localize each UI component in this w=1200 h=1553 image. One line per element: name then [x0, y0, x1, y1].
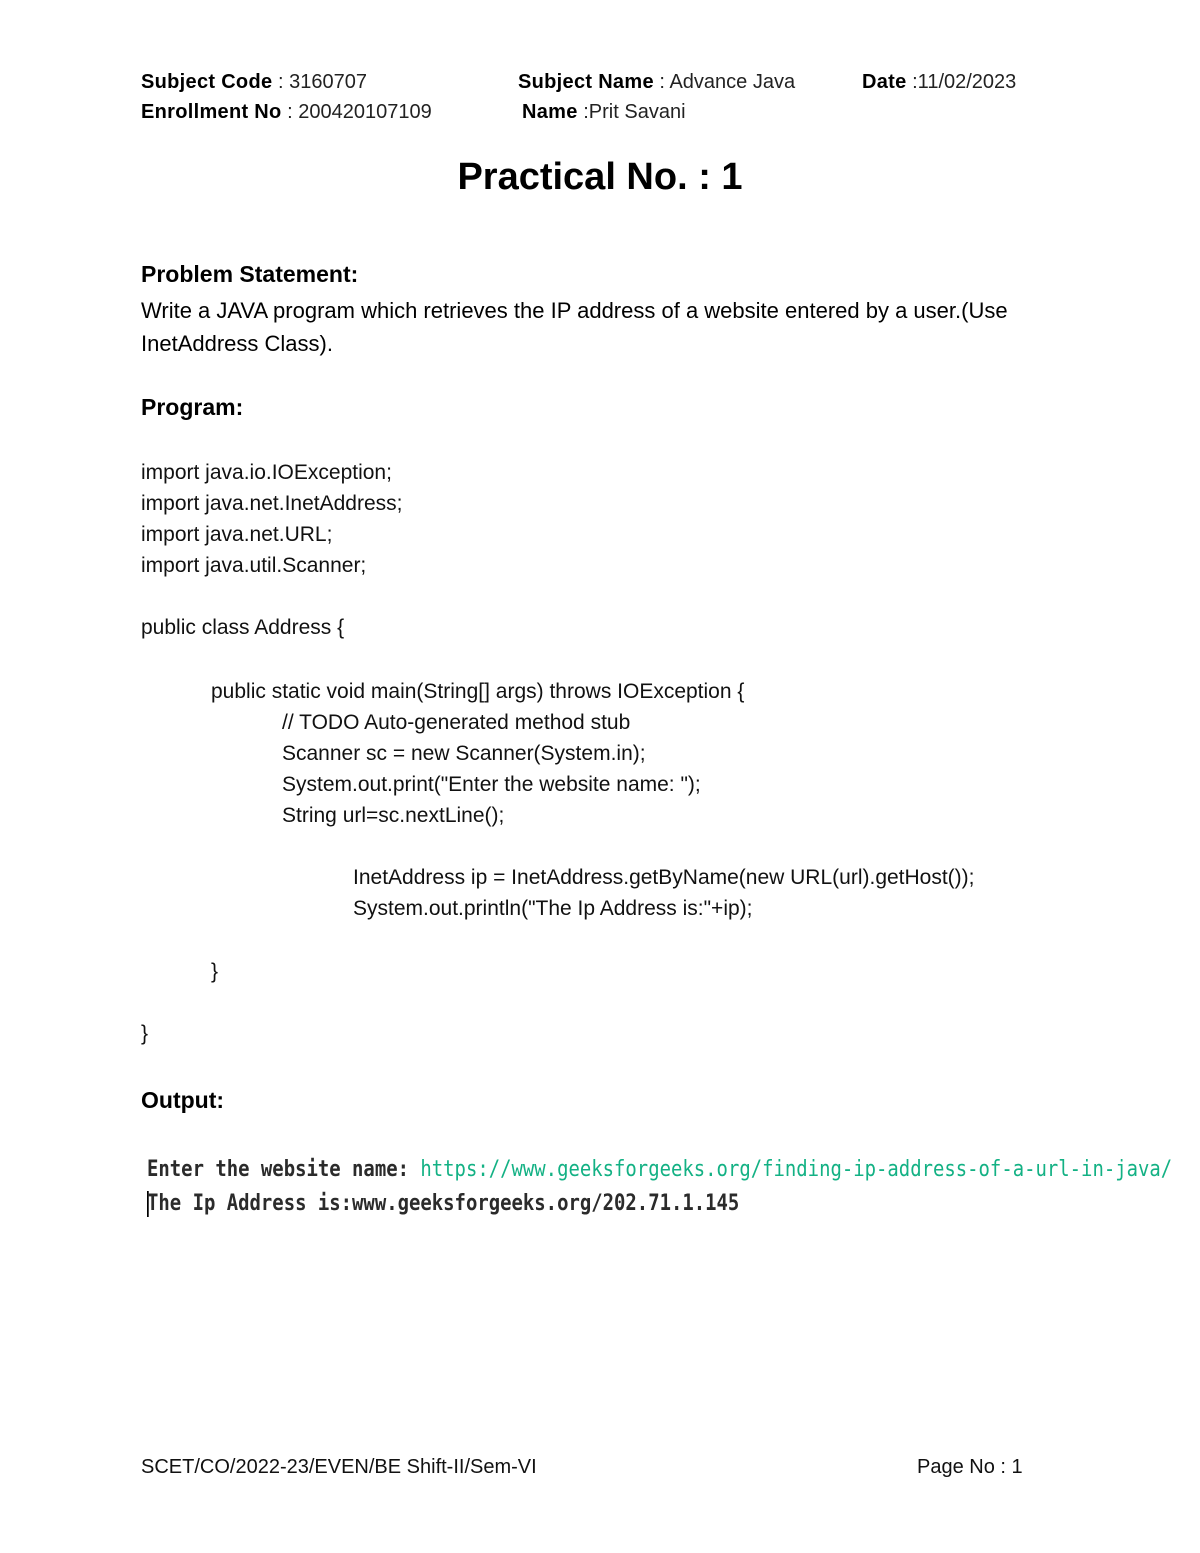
console-output-line — [147, 1191, 739, 1217]
problem-statement-text: Write a JAVA program which retrieves the IP address of a website entered by a user.(Use InetAddress Class). — [141, 298, 1008, 356]
name-label: Name — [522, 101, 578, 123]
code-line: import java.io.IOException; — [141, 461, 392, 484]
subject-code-value: : 3160707 — [272, 71, 367, 93]
code-line: public class Address { — [141, 616, 345, 639]
code-line: import java.util.Scanner; — [141, 554, 367, 577]
code-line: System.out.println("The Ip Address is:"+ip); — [353, 897, 753, 920]
subject-name-value: : Advance Java — [653, 71, 796, 93]
enrollment-no — [141, 101, 432, 124]
console-user-input: https://www.geeksforgeeks.org/finding-ip-address-of-a-url-in-java/ — [420, 1157, 1173, 1182]
subject-name-label: Subject Name — [518, 71, 654, 93]
name-value: :Prit Savani — [577, 101, 686, 123]
subject-code-label: Subject Code — [141, 71, 273, 93]
date — [862, 71, 1016, 94]
code-line: Scanner sc = new Scanner(System.in); — [282, 742, 646, 765]
problem-statement-heading: Problem Statement: — [141, 261, 359, 287]
enrollment-value: : 200420107109 — [281, 101, 432, 123]
code-line: import java.net.InetAddress; — [141, 492, 403, 515]
code-line: // TODO Auto-generated method stub — [282, 711, 631, 734]
date-label: Date — [862, 71, 907, 93]
code-line: System.out.print("Enter the website name: "); — [282, 773, 701, 796]
code-line: public static void main(String[] args) throws IOException { — [211, 680, 745, 703]
console-result: The Ip Address is:www.geeksforgeeks.org/202.71.1.145 — [147, 1191, 740, 1216]
console-prompt: Enter the website name: — [147, 1157, 421, 1182]
date-value: :11/02/2023 — [906, 71, 1017, 93]
code-line: } — [141, 1022, 149, 1045]
code-line: } — [211, 960, 219, 983]
enrollment-label: Enrollment No — [141, 101, 282, 123]
code-line: InetAddress ip = InetAddress.getByName(new URL(url).getHost()); — [353, 866, 975, 889]
footer-page-number: Page No : 1 — [917, 1456, 1023, 1478]
subject-code — [141, 71, 367, 94]
student-name — [522, 101, 686, 124]
page-title: Practical No. : 1 — [457, 156, 743, 198]
subject-name — [518, 71, 795, 94]
program-heading: Program: — [141, 394, 244, 420]
footer-course-info: SCET/CO/2022-23/EVEN/BE Shift-II/Sem-VI — [141, 1456, 537, 1478]
code-line: import java.net.URL; — [141, 523, 333, 546]
output-heading: Output: — [141, 1087, 225, 1113]
code-line: String url=sc.nextLine(); — [282, 804, 505, 827]
console-input-line — [147, 1157, 1172, 1182]
